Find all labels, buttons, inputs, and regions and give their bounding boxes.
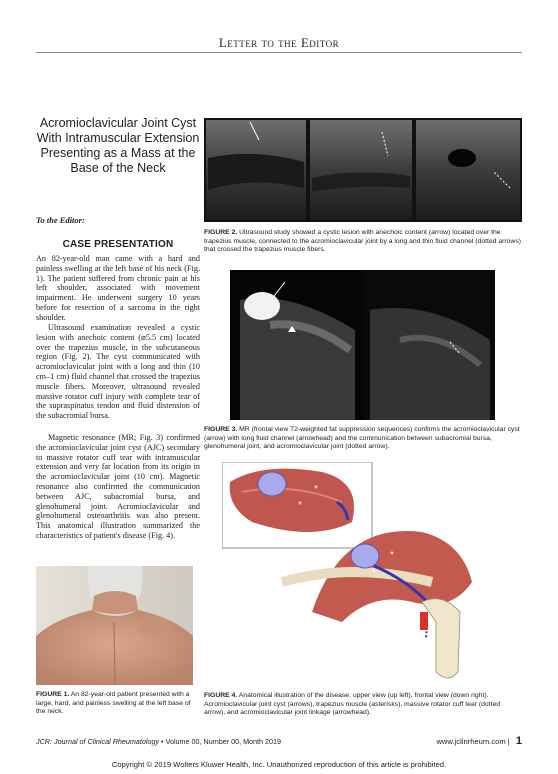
figure-label: FIGURE 4. — [204, 692, 238, 699]
caption-text: An 82-year-old patient presented with a large, hard, and painless swelling at the left base of the neck. — [36, 691, 191, 716]
to-editor-label: To the Editor: — [36, 215, 85, 225]
svg-text:*: * — [298, 500, 302, 511]
caption-text: Ultrasound study showed a cystic lesion with anechoic content (arrow) located over the trapezius muscle, connected to the acromioclavicular joint by a long and thin fluid channel (dotted arrows) that crossed the trapezius muscle fibers. — [204, 229, 521, 254]
caption-text: Anatomical illustration of the disease; upper view (up left), frontal view (down right). Acromioclavicular joint cyst (arrows), trapezius muscle (asterisks), massive rotator cuff tear (dotted arrow), and acromioclavicular joint linkage (arrowhead). — [204, 692, 501, 717]
figure-4-caption — [204, 692, 522, 718]
copyright-notice: Copyright © 2019 Wolters Kluwer Health, Inc. Unauthorized reproduction of this article is prohibited. — [111, 760, 447, 769]
caption-text: MR (frontal view T2-weighted fat suppression sequences) confirms the acromioclavicular cyst (arrow) with long fluid channel (arrowhead) and the communication between subacromial bursa, glenohumeral joint, and acromioclavicular joint (dotted arrow). — [204, 426, 520, 451]
running-header: Letter to the Editor — [218, 35, 340, 50]
journal-url[interactable]: www.jclinrheum.com — [436, 737, 506, 746]
figure-label: FIGURE 2. — [204, 229, 238, 236]
figure-4-illustration — [222, 462, 484, 686]
section-heading: CASE PRESENTATION — [62, 239, 174, 250]
svg-text:*: * — [372, 568, 376, 579]
footer-page — [436, 735, 522, 747]
figure-3-mri — [230, 270, 495, 420]
figure-label: FIGURE 1. — [36, 691, 70, 698]
figure-2-caption — [204, 229, 522, 255]
body-paragraph: An 82-year-old man came with a hard and painless swelling at the left base of his neck (Fig. 1). The patient suffered from chronic pain at his left shoulder, associated with movement impairment. He underwent surgery 10 years before for resection of a sarcoma in the right shoulder. — [36, 254, 200, 322]
journal-name: JCR: Journal of Clinical Rheumatology — [36, 737, 160, 746]
figure-1-photo — [36, 566, 193, 685]
issue-info: Volume 00, Number 00, Month 2019 — [165, 737, 282, 746]
figure-1-caption — [36, 691, 196, 717]
figure-2-ultrasound — [204, 118, 522, 222]
body-paragraph: Magnetic resonance (MR; Fig. 3) confirmed the acromioclavicular joint cyst (AJC) secondary to massive rotator cuff tear with intramuscular extension and very far location from its origin in the acromioclavicular joint (10 cm). Magnetic resonance also confirmed the communication between AJC, subacromial bursa, and glenohumeral joint. Acromioclavicular and glenohumeral osteoarthritis was also present. This anatomical illustration summarized the characteristics of patient's disease (Fig. 4). — [36, 433, 200, 540]
footer-citation — [36, 737, 281, 746]
article-title: Acromioclavicular Joint Cyst With Intramuscular Extension Presenting as a Mass at the Base of the Neck — [36, 116, 200, 175]
bullet-separator: • — [161, 737, 166, 746]
body-paragraph: Ultrasound examination revealed a cystic lesion with anechoic content (⌀5.5 cm) located over the trapezius muscle, in the subcutaneous region (Fig. 2). The cyst communicated with acromioclavicular joint with a long and thin (10 cm–1 cm) fluid channel that crossed the trapezius muscle fibers. Moreover, ultrasound revealed massive rotator cuff injury with complete tear of the supraspinatus tendon and fluid distension of the subacromial bursa. — [36, 323, 200, 421]
svg-text:*: * — [390, 550, 394, 561]
svg-text:*: * — [314, 484, 318, 495]
header-rule — [36, 52, 522, 53]
figure-label: FIGURE 3. — [204, 426, 238, 433]
figure-3-caption — [204, 426, 522, 452]
footer-divider: | — [507, 737, 512, 746]
page-number: 1 — [515, 735, 522, 747]
